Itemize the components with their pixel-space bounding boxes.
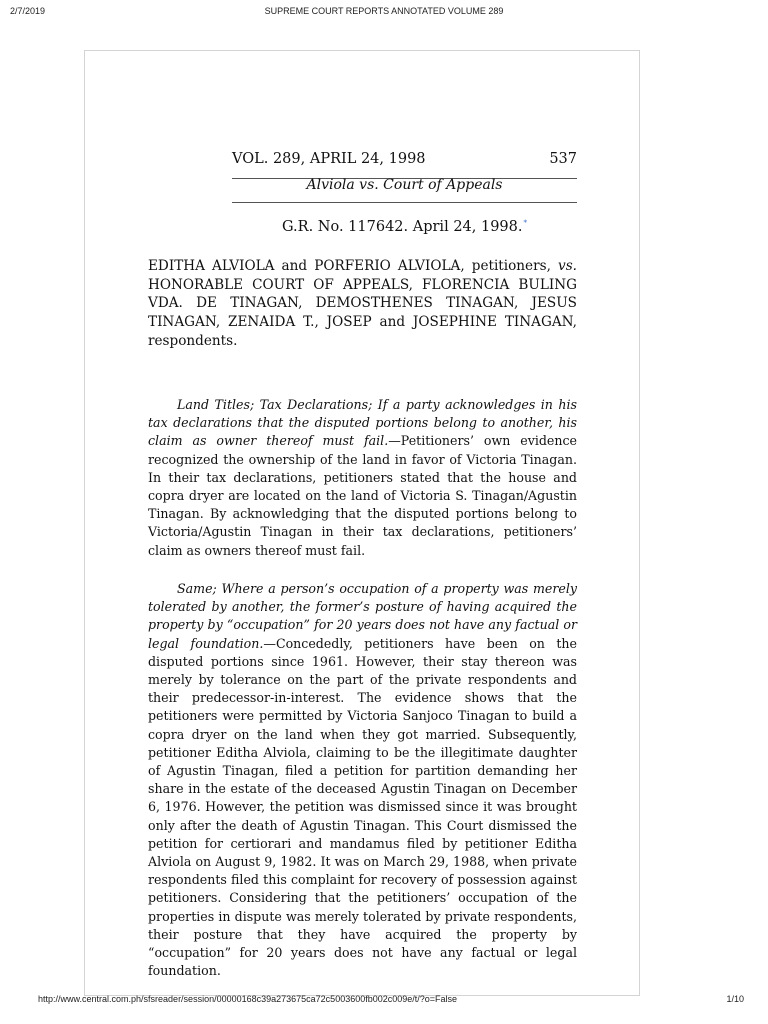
versus-text: vs. bbox=[558, 258, 577, 274]
print-date: 2/7/2019 bbox=[10, 6, 46, 16]
gr-number-line bbox=[232, 219, 577, 235]
syllabus-body: —Concededly, petitioners have been on the disputed portions since 1961. However, their stay thereon was merely by tolerance on the part of the private respondents and their predecessor-in-interest. The evidence shows that the petitioners were permitted by Victoria Sanjoco Tinagan to build a copra dryer on the land when they got married. Subsequently, petitioner Editha Alviola, claiming to be the illegitimate daughter of Agustin Tinagan, filed a petition for partition demanding her share in the estate of the deceased Agustin Tinagan on December 6, 1976. However, the petition was dismissed since it was brought only after the death of Agustin Tinagan. This Court dismissed the petition for certiorari and mandamus filed by petitioner Editha Alviola on August 9, 1982. It was on March 29, 1988, when private respondents filed this complaint for recovery of possession against petitioners. Considering that the petitioners’ occupation of the properties in dispute was merely tolerated by private respondents, their posture that they have acquired the property by “occupation” for 20 years does not have any factual or legal foundation. bbox=[148, 635, 577, 979]
syllabus-paragraph bbox=[148, 580, 577, 980]
respondents-text: HONORABLE COURT OF APPEALS, FLORENCIA BULING VDA. DE TINAGAN, DEMOSTHENES TINAGAN, JESUS TINAGAN, ZENAIDA T., JOSEP and JOSEPHINE TINAGAN, respondents. bbox=[148, 276, 577, 349]
volume-line: VOL. 289, APRIL 24, 1998 bbox=[232, 151, 426, 167]
running-head bbox=[232, 151, 577, 171]
source-url-link[interactable]: http://www.central.com.ph/sfsreader/session/00000168c39a273675ca72c5003600fb002c009e/t/?o=False bbox=[38, 994, 458, 1004]
case-short-title: Alviola vs. Court of Appeals bbox=[306, 177, 503, 193]
page-indicator: 1/10 bbox=[726, 994, 744, 1004]
print-header bbox=[0, 6, 768, 20]
syllabus-body: —Petitioners’ own evidence recognized the ownership of the land in favor of Victoria Tinagan. In their tax declarations, petitioners stated that the house and copra dryer are located on the land of Victoria S. Tinagan/Agustin Tinagan. By acknowledging that the disputed portions belong to Victoria/Agustin Tinagan in their tax declarations, petitioners’ claim as owners thereof must fail. bbox=[148, 433, 577, 558]
print-footer bbox=[0, 994, 768, 1008]
gr-number-text: G.R. No. 117642. April 24, 1998. bbox=[281, 219, 523, 235]
petitioners-text: EDITHA ALVIOLA and PORFERIO ALVIOLA, petitioners, bbox=[148, 258, 551, 274]
parties-caption bbox=[148, 257, 577, 351]
syllabus-paragraph bbox=[148, 396, 577, 560]
header-rule-bottom bbox=[232, 202, 577, 203]
syllabus-lead: Land Titles; Tax Declarations; If a party acknowledges in his tax declarations that the disputed portions belong to another, his claim as owner thereof must fail. bbox=[148, 397, 577, 449]
print-title: SUPREME COURT REPORTS ANNOTATED VOLUME 289 bbox=[264, 6, 504, 16]
footnote-link[interactable]: * bbox=[523, 219, 527, 228]
page-number: 537 bbox=[549, 151, 577, 167]
syllabus-lead: Same; Where a person’s occupation of a property was merely tolerated by another, the former’s posture of having acquired the property by “occupation” for 20 years does not have any factual or legal foundation. bbox=[148, 581, 577, 651]
